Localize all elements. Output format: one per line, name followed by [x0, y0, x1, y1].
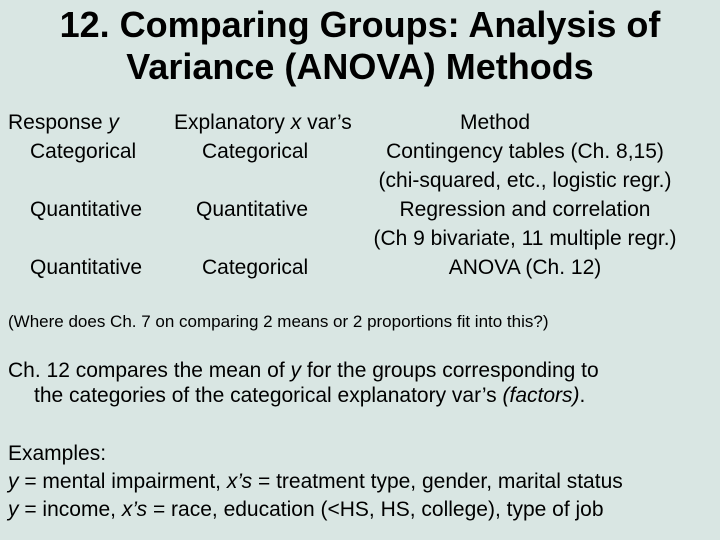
example-2: y = income, x’s = race, education (<HS, HS, college), type of job	[8, 498, 604, 521]
table-row	[0, 253, 720, 282]
row2-response: Quantitative	[30, 198, 143, 221]
slide-title	[0, 4, 720, 88]
row1-response: Categorical	[30, 140, 137, 163]
paragraph-line-1: Ch. 12 compares the mean of y for the groups corresponding to	[8, 359, 599, 382]
paragraph-line-2: the categories of the categorical explanatory var’s (factors).	[34, 384, 586, 407]
examples-block	[8, 440, 623, 524]
row3-response: Quantitative	[30, 256, 143, 279]
title-line-2: Variance (ANOVA) Methods	[126, 46, 594, 87]
header-method: Method	[459, 111, 531, 134]
row3-method-line1: ANOVA (Ch. 12)	[448, 256, 602, 279]
table-row-continued	[0, 166, 720, 195]
description-paragraph	[8, 358, 599, 408]
row3-explanatory: Categorical	[202, 256, 309, 279]
header-response: Response y	[8, 111, 119, 134]
note-text: (Where does Ch. 7 on comparing 2 means or 2 proportions fit into this?)	[8, 312, 549, 331]
methods-table	[0, 108, 720, 282]
row2-method-line2: (Ch 9 bivariate, 11 multiple regr.)	[373, 227, 677, 250]
row2-method-line1: Regression and correlation	[399, 198, 651, 221]
title-line-1: 12. Comparing Groups: Analysis of	[59, 4, 661, 45]
table-row-continued	[0, 224, 720, 253]
example-1: y = mental impairment, x’s = treatment type, gender, marital status	[8, 470, 623, 493]
table-row	[0, 195, 720, 224]
row1-method-line2: (chi-squared, etc., logistic regr.)	[378, 169, 672, 192]
row1-method-line1: Contingency tables (Ch. 8,15)	[386, 140, 664, 163]
header-explanatory: Explanatory x var’s	[174, 111, 352, 134]
row2-explanatory: Quantitative	[196, 198, 309, 221]
row1-explanatory: Categorical	[202, 140, 309, 163]
examples-heading: Examples:	[8, 442, 107, 465]
table-header-row	[0, 108, 720, 137]
table-row	[0, 137, 720, 166]
